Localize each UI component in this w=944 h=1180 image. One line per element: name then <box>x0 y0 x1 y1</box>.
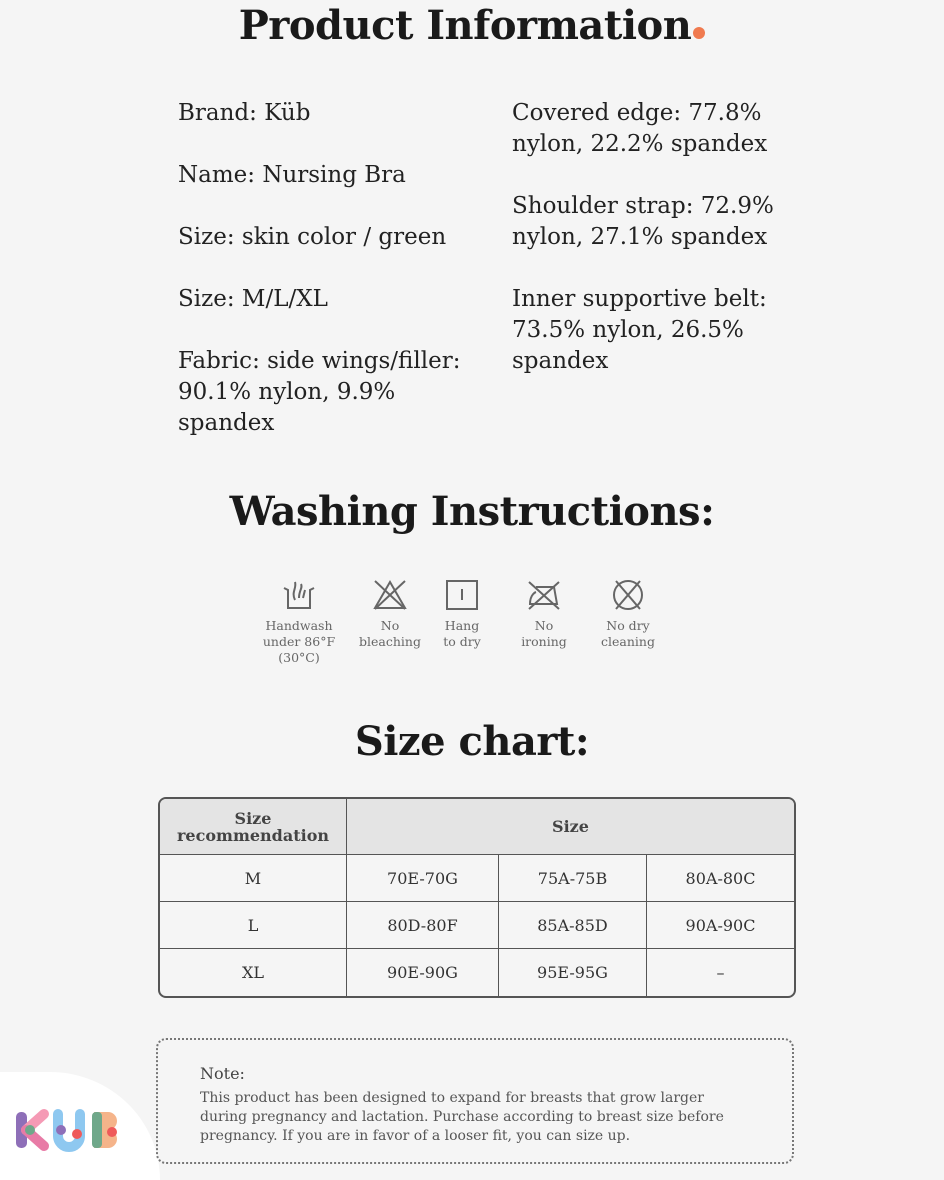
washing-label: Hang to dry <box>443 618 481 649</box>
table-header <box>160 799 794 855</box>
washing-title: Washing Instructions: <box>229 488 715 535</box>
info-right-column <box>512 98 792 408</box>
cell: 75A-75B <box>499 855 647 902</box>
cell: L <box>160 902 347 949</box>
note-text: This product has been designed to expand for breasts that grow larger during pregnancy and lactation. Purchase according to breast size before pregnancy. If you are in favor of a looser fit, you can size up. <box>200 1090 724 1144</box>
cell: 70E-70G <box>347 855 499 902</box>
header-size: Size <box>347 799 794 855</box>
info-shoulder-strap: Shoulder strap: 72.9% nylon, 27.1% spandex <box>512 193 774 250</box>
cell: 95E-95G <box>499 949 647 996</box>
no-iron-icon <box>526 578 562 612</box>
info-color: Size: skin color / green <box>178 224 447 250</box>
washing-item <box>259 578 339 666</box>
accent-dot <box>693 27 705 39</box>
kub-logo <box>14 1108 126 1152</box>
washing-icons <box>250 578 680 678</box>
washing-label: Handwash under 86°F (30°C) <box>262 618 336 665</box>
product-info-title <box>0 2 944 49</box>
info-brand: Brand: Küb <box>178 100 311 126</box>
washing-item <box>598 578 658 650</box>
info-left-column <box>178 98 478 470</box>
no-dry-clean-icon <box>610 578 646 612</box>
washing-label: No ironing <box>521 618 567 649</box>
hang-dry-icon <box>444 578 480 612</box>
washing-label: No bleaching <box>359 618 421 649</box>
no-bleach-icon <box>372 578 408 612</box>
info-size: Size: M/L/XL <box>178 286 328 312</box>
info-covered-edge: Covered edge: 77.8% nylon, 22.2% spandex <box>512 100 768 157</box>
washing-label: No dry cleaning <box>601 618 655 649</box>
handwash-icon <box>281 578 317 612</box>
cell: XL <box>160 949 347 996</box>
note-box <box>156 1038 794 1164</box>
cell: 80A-80C <box>647 855 794 902</box>
table-row <box>160 949 794 996</box>
table-row <box>160 855 794 902</box>
note-title: Note: <box>200 1064 245 1083</box>
cell: 80D-80F <box>347 902 499 949</box>
cell: M <box>160 855 347 902</box>
title-text: Product Information <box>238 2 692 49</box>
cell: 85A-85D <box>499 902 647 949</box>
washing-item <box>519 578 569 650</box>
cell: 90A-90C <box>647 902 794 949</box>
table-row <box>160 902 794 949</box>
info-inner-belt: Inner supportive belt: 73.5% nylon, 26.5% spandex <box>512 286 767 374</box>
cell: 90E-90G <box>347 949 499 996</box>
washing-item <box>355 578 425 650</box>
washing-item <box>440 578 484 650</box>
header-size-recommendation: Size recommendation <box>160 799 347 855</box>
info-name: Name: Nursing Bra <box>178 162 406 188</box>
size-chart-title: Size chart: <box>354 718 590 765</box>
cell: – <box>716 963 725 982</box>
info-fabric: Fabric: side wings/filler: 90.1% nylon, 9.9% spandex <box>178 348 461 436</box>
size-chart-table <box>158 797 796 998</box>
